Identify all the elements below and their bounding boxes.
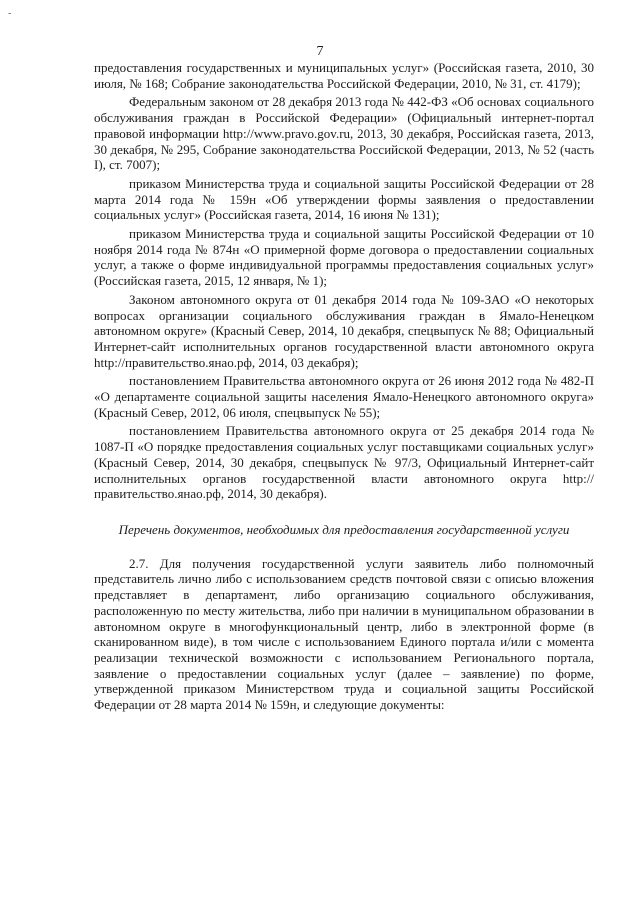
corner-mark: - <box>8 8 12 19</box>
document-body <box>94 60 594 716</box>
paragraph-law-109-zao: Законом автономного округа от 01 декабря 2014 года № 109-ЗАО «О некоторых вопросах организации социального обслуживания граждан в Ямало-Ненецком автономном округе» (Красный Север, 2014, 10 декабря, спецвыпуск № 88; Официальный Интернет-сайт исполнительных органов государственной власти автономного округа http://правительство.янао.рф, 2014, 03 декабря); <box>94 291 594 370</box>
section-heading: Перечень документов, необходимых для предоставления государственной услуги <box>118 521 570 537</box>
paragraph-section-2-7: 2.7. Для получения государственной услуги заявитель либо полномочный представитель лично либо с использованием средств почтовой связи с описью вложения представляет в департамент, либо организацию социального обслуживания, расположенную по месту жительства, либо при наличии в муниципальном образовании в автономном округе в многофункциональный центр, либо в электронной форме (в сканированном виде), в том числе с использованием Единого портала и/или с момента реализации технической возможности с использованием Регионального портала, заявление о предоставлении социальных услуг (далее – заявление) по форме, утвержденной приказом Министерством труда и социальной защиты Российской Федерации от 28 марта 2014 № 159н, и следующие документы: <box>94 555 594 713</box>
paragraph-federal-law-442: Федеральным законом от 28 декабря 2013 года № 442-ФЗ «Об основах социального обслуживания граждан в Российской Федерации» (Официальный интернет-портал правовой информации http://www.pravo.gov.ru, 2013, 30 декабря, Российская газета, 2013, 30 декабря, № 295, Собрание законодательства Российской Федерации, 2013, № 52 (часть I), ст. 7007); <box>94 94 594 173</box>
page-number: 7 <box>316 44 324 59</box>
paragraph-resolution-482p: постановлением Правительства автономного округа от 26 июня 2012 года № 482-П «О департаменте социальной защиты населения Ямало-Ненецкого автономного округа» (Красный Север, 2012, 06 июля, спецвыпуск № 55); <box>94 373 594 420</box>
paragraph-continuation: предоставления государственных и муниципальных услуг» (Российская газета, 2010, 30 июля, № 168; Собрание законодательства Российской Федерации, 2010, № 31, ст. 4179); <box>94 60 594 91</box>
paragraph-order-874n: приказом Министерства труда и социальной защиты Российской Федерации от 10 ноября 2014 года № 874н «О примерной форме договора о предоставлении социальных услуг, а также о форме индивидуальной программы предоставления социальных услуг» (Российская газета, 2015, 12 января, № 1); <box>94 226 594 289</box>
paragraph-resolution-1087p: постановлением Правительства автономного округа от 25 декабря 2014 года № 1087-П «О порядке предоставления социальных услуг поставщиками социальных услуг» (Красный Север, 2014, 30 декабря, спецвыпуск № 97/3, Официальный Интернет-сайт исполнительных органов государственной власти автономного округа http://правительство.янао.рф, 2014, 30 декабря). <box>94 423 594 502</box>
paragraph-order-159n: приказом Министерства труда и социальной защиты Российской Федерации от 28 марта 2014 года № 159н «Об утверждении формы заявления о предоставлении социальных услуг» (Российская газета, 2014, 16 июня № 131); <box>94 175 594 223</box>
